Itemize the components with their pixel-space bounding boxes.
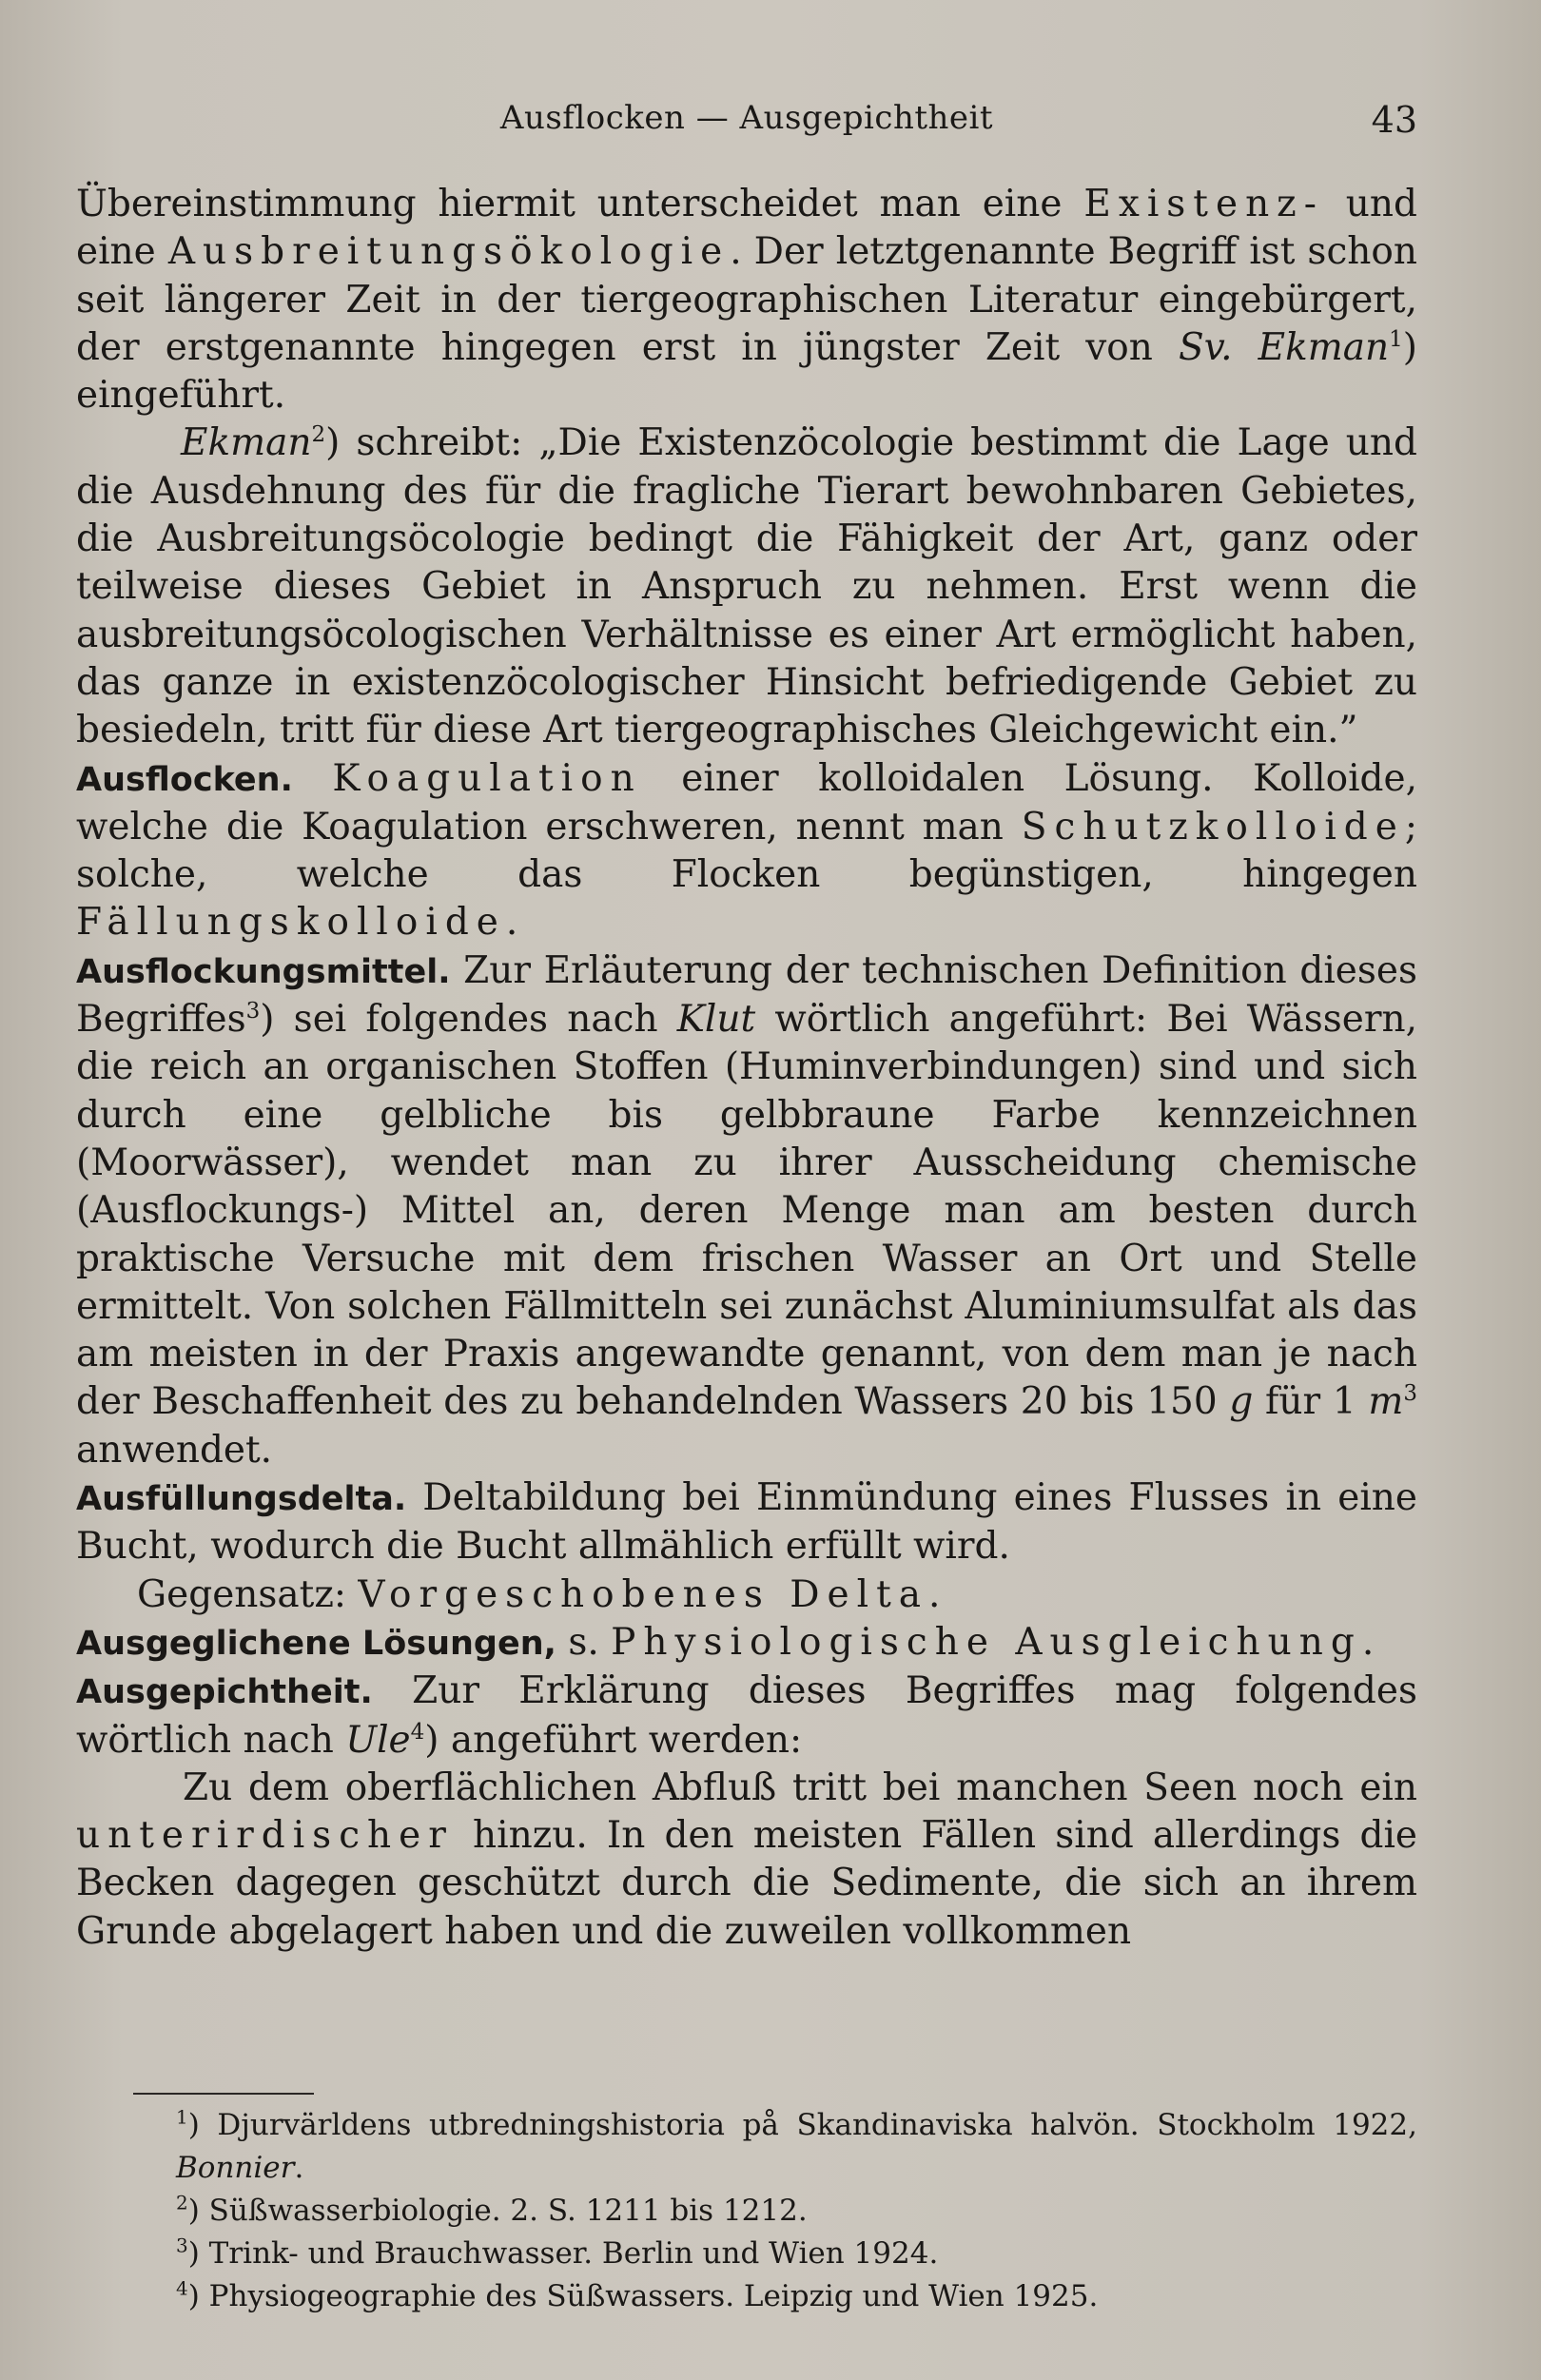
entry-headword: Ausflocken. bbox=[76, 760, 293, 799]
author-name: Ekman bbox=[181, 421, 312, 465]
author-name: Ule bbox=[345, 1718, 411, 1762]
paragraph-ekman-quote: Ekman$^2$) schreibt: „Die Existenzöcologie bestimmt die Lage und die Ausdehnung des für die fragliche Tierart bewohnbaren Gebietes, die Ausbreitungsöcologie bedingt die Fähigkeit der Art, ganz oder teilweise dieses Gebiet in Anspruch zu nehmen. Erst wenn die ausbreitungsöcologischen Verhältnisse es einer Art ermöglicht haben, das ganze in existenzöcologischer Hinsicht befriedigende Gebiet zu besiedeln, tritt für diese Art tiergeographisches Gleichgewicht ein.” bbox=[76, 421, 1417, 752]
running-head: Ausflocken — Ausgepichtheit bbox=[499, 99, 994, 137]
entry-ausgeglichene-loesungen: Ausgeglichene Lösungen, s. Physiologische Ausgleichung. bbox=[76, 1620, 1375, 1664]
footnote-number: 2 bbox=[176, 2191, 188, 2214]
paragraph-ule-quote: Zu dem oberflächlichen Abfluß tritt bei manchen Seen noch ein unterirdischer hinzu. In den meisten Fällen sind allerdings die Becken dagegen geschützt durch die Sedimente, die sich an ihrem Grunde abgelagert haben und die zuweilen vollkommen bbox=[76, 1765, 1417, 1953]
footnote-ref: 4 bbox=[410, 1719, 425, 1745]
spaced-term: Existenz- bbox=[1083, 183, 1324, 225]
footnote-2: $^2$) Süßwasserbiologie. 2. S. 1211 bis 1212. bbox=[176, 2191, 808, 2228]
page-header bbox=[76, 99, 1417, 146]
unit-g: g bbox=[1229, 1380, 1254, 1424]
exponent: 3 bbox=[1403, 1381, 1417, 1407]
spaced-term: Schutzkolloide bbox=[1021, 805, 1405, 849]
footnote-ref: 1 bbox=[1389, 326, 1403, 352]
entry-ausfuellungsdelta: Ausfüllungsdelta. Deltabildung bei Einmündung eines Flusses in eine Bucht, wodurch die Bucht allmählich erfüllt wird. bbox=[76, 1476, 1417, 1569]
body-text bbox=[76, 181, 1417, 1956]
footnote-number: 3 bbox=[176, 2234, 188, 2257]
footnote-number: 1 bbox=[176, 2105, 188, 2129]
footnote-ref: 2 bbox=[311, 422, 326, 448]
entry-headword: Ausfüllungsdelta. bbox=[76, 1480, 407, 1519]
entry-ausflocken: Ausflocken. Koagulation einer kolloidalen Lösung. Kolloide, welche die Koagulation erschweren, nennt man Schutzkolloide; solche, welche das Flocken begünstigen, hingegen Fällungskolloide. bbox=[76, 756, 1417, 945]
unit-m: m bbox=[1368, 1380, 1404, 1424]
entry-headword: Ausgeglichene Lösungen, bbox=[76, 1624, 556, 1663]
paragraph-gegensatz: Gegensatz: Vorgeschobenes Delta. bbox=[137, 1572, 941, 1616]
page-number: 43 bbox=[1371, 99, 1417, 141]
footnote-ref: 3 bbox=[245, 999, 261, 1024]
spaced-term: Vorgeschobenes Delta bbox=[358, 1572, 929, 1616]
spaced-term: unterirdischer bbox=[76, 1814, 454, 1858]
footnotes bbox=[76, 2104, 1417, 2318]
spaced-term: Physiologische Ausgleichung bbox=[611, 1620, 1362, 1664]
entry-headword: Ausflockungsmittel. bbox=[76, 952, 451, 991]
footnote-rule bbox=[133, 2093, 314, 2095]
author-name: Klut bbox=[676, 998, 756, 1042]
footnote-number: 4 bbox=[176, 2276, 188, 2300]
entry-ausgepichtheit: Ausgepichtheit. Zur Erklärung dieses Begriffes mag folgendes wörtlich nach Ule$^4$) angeführt werden: bbox=[76, 1669, 1417, 1762]
footnote-3: $^3$) Trink- und Brauchwasser. Berlin und Wien 1924. bbox=[176, 2234, 939, 2271]
entry-headword: Ausgepichtheit. bbox=[76, 1673, 373, 1712]
footnote-4: $^4$) Physiogeographie des Süßwassers. Leipzig und Wien 1925. bbox=[176, 2276, 1099, 2313]
author-name: Sv. Ekman bbox=[1179, 325, 1390, 369]
publisher-name: Bonnier bbox=[176, 2151, 295, 2185]
paragraph-existenz: Übereinstimmung hiermit unterscheidet man eine Existenz- und eine Ausbreitungsökologie. Der letztgenannte Begriff ist schon seit längerer Zeit in der tiergeographischen Literatur eingebürgert, der erstgenannte hingegen erst in jüngster Zeit von Sv. Ekman$^1$) eingeführt. bbox=[76, 183, 1417, 418]
footnote-1: $^1$) Djurvärldens utbredningshistoria på Skandinaviska halvön. Stockholm 1922, Bonnier. bbox=[176, 2105, 1417, 2185]
spaced-term: Fällungskolloide bbox=[76, 901, 506, 945]
spaced-term: Ausbreitungsökologie bbox=[167, 230, 731, 274]
spaced-term: Koagulation bbox=[332, 756, 642, 800]
entry-ausflockungsmittel: Ausflockungsmittel. Zur Erläuterung der technischen Definition dieses Begriffes$^3$) sei folgendes nach Klut wörtlich angeführt: Bei Wässern, die reich an organischen Stoffen (Huminverbindungen) sind und sich durch eine gelbliche bis gelbbraune Farbe kennzeichnen (Moorwässer), wendet man zu ihrer Ausscheidung chemische (Ausflockungs-) Mittel an, deren Menge man am besten durch praktische Versuche mit dem frischen Wasser an Ort und Stelle ermittelt. Von solchen Fällmitteln sei zunächst Aluminiumsulfat als das am meisten in der Praxis angewandte genannt, von dem man je nach der Beschaffenheit des zu behandelnden Wassers 20 bis 150 g für 1 $m^3$ anwendet. bbox=[76, 948, 1417, 1472]
